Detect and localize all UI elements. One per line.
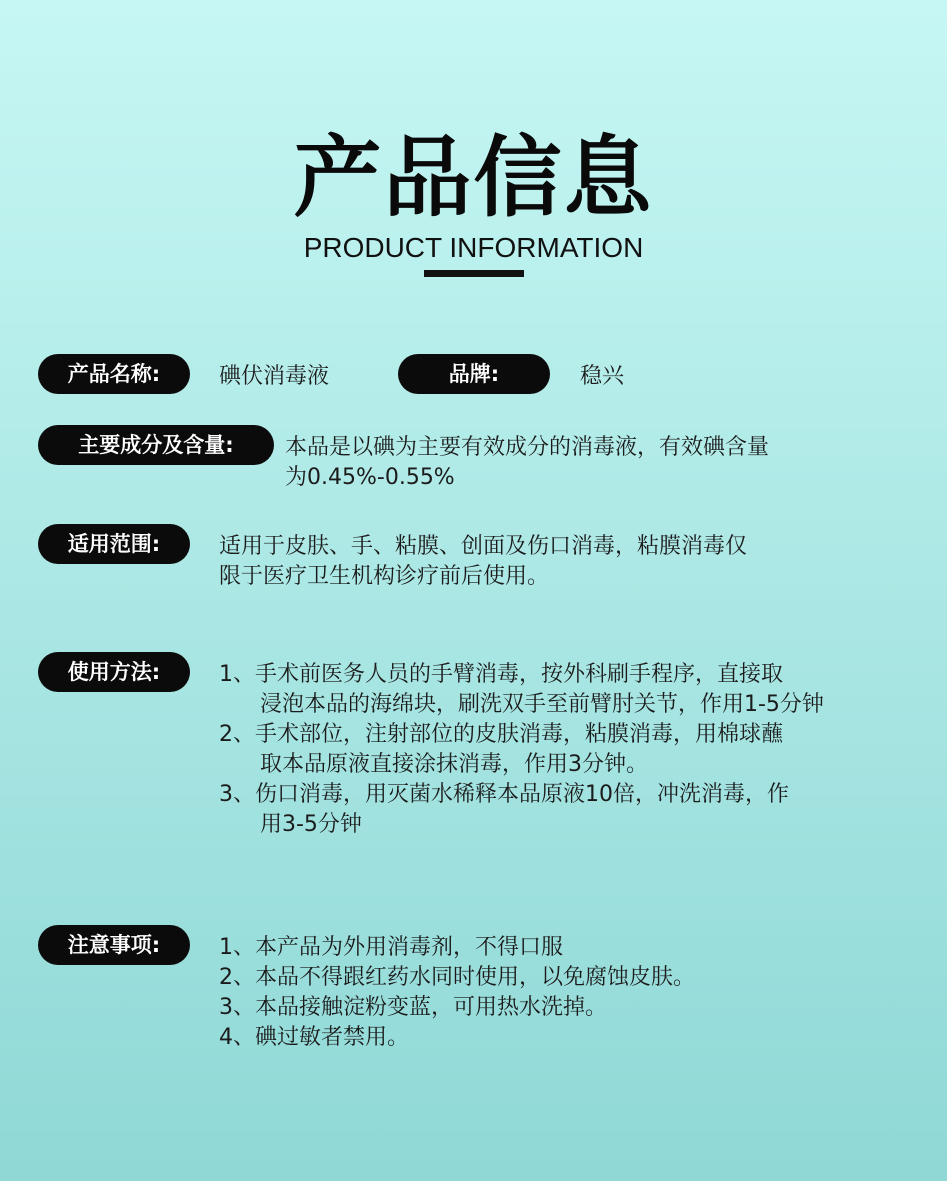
caution-label: 注意事项:	[38, 925, 190, 965]
usage-line: 2、手术部位，注射部位的皮肤消毒，粘膜消毒，用棉球蘸	[219, 722, 783, 747]
caution-text	[219, 933, 695, 1053]
brand-label: 品牌:	[398, 354, 550, 394]
ingredient-text	[285, 433, 769, 493]
usage-line: 3、伤口消毒，用灭菌水稀释本品原液10倍，冲洗消毒，作	[219, 782, 789, 807]
scope-line: 限于医疗卫生机构诊疗前后使用。	[219, 564, 550, 589]
product-name-value: 碘伏消毒液	[219, 364, 330, 389]
page-title: 产品信息	[293, 126, 654, 229]
ingredient-line: 为0.45%-0.55%	[285, 465, 455, 490]
page-subtitle: PRODUCT INFORMATION	[303, 232, 644, 263]
usage-line: 取本品原液直接涂抹消毒，作用3分钟。	[260, 752, 648, 777]
usage-line: 1、手术前医务人员的手臂消毒，按外科刷手程序，直接取	[219, 662, 783, 687]
ingredient-line: 本品是以碘为主要有效成分的消毒液，有效碘含量	[285, 435, 770, 460]
caution-line: 1、本产品为外用消毒剂，不得口服	[219, 935, 563, 960]
title-underline	[424, 270, 524, 277]
usage-line: 用3-5分钟	[260, 812, 362, 837]
brand-value: 稳兴	[580, 364, 625, 389]
scope-line: 适用于皮肤、手、粘膜、创面及伤口消毒，粘膜消毒仅	[219, 534, 748, 559]
usage-label: 使用方法:	[38, 652, 190, 692]
caution-line: 3、本品接触淀粉变蓝，可用热水洗掉。	[219, 995, 607, 1020]
scope-label: 适用范围:	[38, 524, 190, 564]
usage-text	[219, 660, 824, 840]
ingredient-label: 主要成分及含量:	[38, 425, 274, 465]
scope-text	[219, 532, 747, 592]
usage-line: 浸泡本品的海绵块，刷洗双手至前臂肘关节，作用1-5分钟	[260, 692, 824, 717]
caution-line: 4、碘过敏者禁用。	[219, 1025, 409, 1050]
product-name-label: 产品名称:	[38, 354, 190, 394]
caution-line: 2、本品不得跟红药水同时使用，以免腐蚀皮肤。	[219, 965, 695, 990]
